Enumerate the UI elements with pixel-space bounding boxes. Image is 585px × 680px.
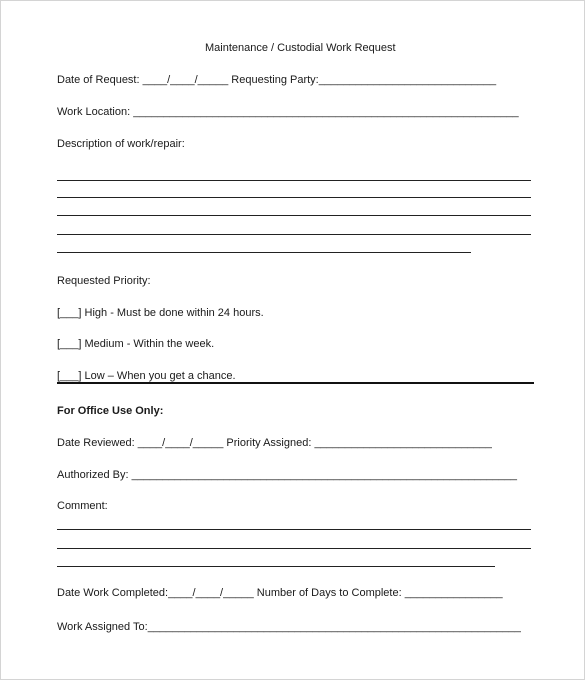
office-use-heading: For Office Use Only: [57, 405, 164, 417]
form-title: Maintenance / Custodial Work Request [205, 42, 396, 54]
description-line [57, 180, 531, 181]
description-line [57, 252, 471, 253]
priority-low-option: [___] Low – When you get a chance. [57, 370, 236, 382]
comment-line [57, 548, 531, 549]
comment-line [57, 566, 495, 567]
priority-label: Requested Priority: [57, 275, 151, 287]
date-reviewed-line: Date Reviewed: ____/____/_____ Priority Assigned: _____________________________ [57, 437, 492, 449]
description-label: Description of work/repair: [57, 138, 185, 150]
comment-line [57, 529, 531, 530]
section-divider [57, 382, 534, 384]
description-line [57, 215, 531, 216]
priority-high-option: [___] High - Must be done within 24 hours. [57, 307, 264, 319]
description-line [57, 197, 531, 198]
work-location-line: Work Location: _______________________________________________________________ [57, 106, 519, 118]
description-line [57, 234, 531, 235]
priority-medium-option: [___] Medium - Within the week. [57, 338, 215, 350]
date-work-completed-line: Date Work Completed:____/____/_____ Number of Days to Complete: ________________ [57, 587, 503, 599]
comment-label: Comment: [57, 500, 108, 512]
authorized-by-line: Authorized By: _______________________________________________________________ [57, 469, 518, 481]
work-assigned-line: Work Assigned To:_____________________________________________________________ [57, 621, 521, 633]
date-of-request-line: Date of Request: ____/____/_____ Requesting Party:_____________________________ [57, 74, 497, 86]
